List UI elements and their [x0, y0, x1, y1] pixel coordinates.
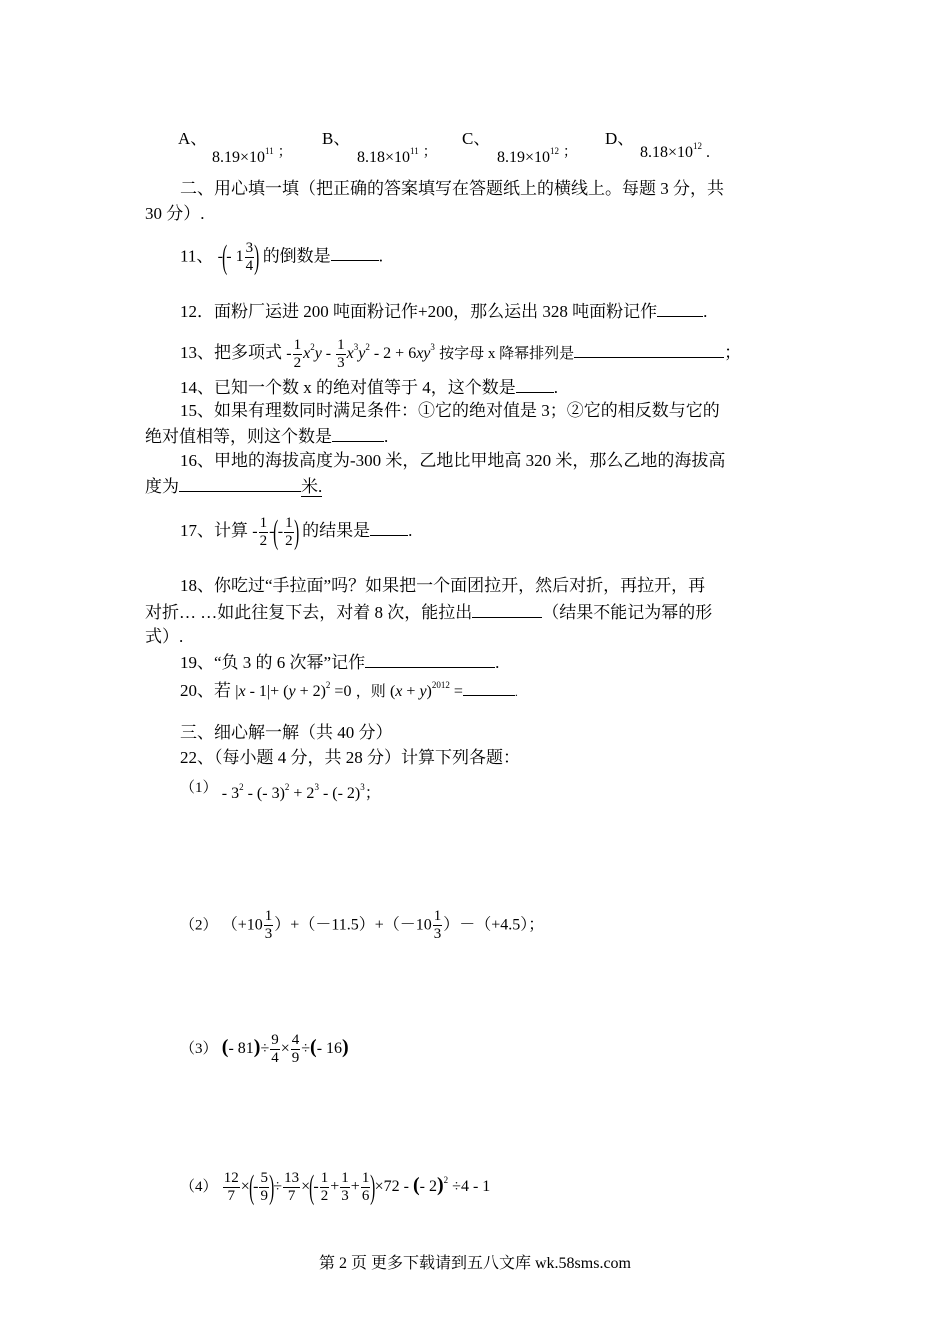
question-18-line3: 式）. [145, 627, 184, 646]
q20-condition: $|x - 1|+ (y + 2)^2 =0$ [235, 680, 352, 700]
q22-part4-expression: $\frac{12}{7}$ ×(- $\frac{5}{9}$ )÷ $\frac{13}{7}$ ×(- $\frac{1}{2}$ + $\frac{1}{3}$ + $\frac{1}{6}$ )×72 - (- 2)$^2$ ÷4 - 1 [223, 1168, 491, 1206]
option-b-label: B、 [322, 129, 351, 148]
q22-part1-expression: - $3^2$ - (- $3)^2 + 2^3$ - (- 2)$^3$； [221, 782, 381, 802]
option-d-value: $8.18\times 10^{12}$ . [640, 141, 711, 161]
q22-part3: （3） (- 81)÷ $\frac{9}{4}$ × $\frac{4}{9}$ ÷(- 16) [180, 1032, 349, 1066]
option-a-label: A、 [178, 129, 208, 148]
option-b-value: $8.18\times 10^{11}$ ； [357, 145, 437, 166]
question-18-line1: 18、你吃过“手拉面”吗？如果把一个面团拉开，然后对折，再拉开，再 [180, 576, 706, 595]
question-15-line2: 绝对值相等，则这个数是 . [145, 427, 389, 446]
option-c-label: C、 [462, 129, 491, 148]
q15-answer-blank[interactable] [332, 425, 384, 442]
question-18-line2: 对折… …如此往复下去，对着 8 次，能拉出 （结果不能记为幂的形 [145, 603, 713, 622]
q22-part4: （4） $\frac{12}{7}$ ×(- $\frac{5}{9}$ )÷ $\frac{13}{7}$ ×(- $\frac{1}{2}$ + $\frac{1}{3}$ + $\frac{1}{6}$ )×72 - (- 2)$^2$ ÷4 - 1 [180, 1168, 491, 1206]
q22-title: 22、（每小题 4 分，共 28 分）计算下列各题： [180, 748, 520, 767]
question-13: 13、把多项式 - $\frac{1}{2}$ $x^2y$ - $\frac{1}{3}$ $x^3y^2 - 2 + 6xy^3$ 按字母 x 降幂排列是 ； [180, 337, 742, 371]
q19-answer-blank[interactable] [365, 651, 495, 668]
q22-part1: $(1) - 3^2$ - (- $3)^2 + 2^3$ - (- 2)$^3$； [180, 780, 381, 802]
section2-title-line2: 30 分）. [145, 204, 205, 223]
q17-answer-blank[interactable] [370, 519, 408, 536]
question-11: 11、 -(- 1 $\frac{3}{4}$ ) 的倒数是 . [180, 238, 383, 276]
q12-answer-blank[interactable] [657, 300, 703, 317]
q22-part2-frac-a: $\frac{1}{3}$ [264, 908, 273, 942]
q18-answer-blank[interactable] [472, 601, 542, 618]
q20-answer-blank[interactable] [463, 686, 515, 696]
section3-title: 三、细心解一解（共 40 分） [180, 723, 393, 742]
q10-options [178, 128, 207, 150]
question-19: 19、“负 3 的 6 次幂”记作 . [180, 653, 500, 672]
q13-polynomial: - $\frac{1}{2}$ $x^2y$ - $\frac{1}{3}$ $x^3y^2 - 2 + 6xy^3$ [286, 337, 435, 371]
question-17: 17、计算 - $\frac{1}{2}$ -(- $\frac{1}{2}$ ) 的结果是 . [180, 513, 413, 551]
option-a-value: $8.19\times 10^{11}$ ； [212, 145, 292, 166]
section2-title-line1: 二、用心填一填（把正确的答案填写在答题纸上的横线上。每题 3 分，共 [180, 179, 724, 198]
q22-part3-expression: (- 81)÷ $\frac{9}{4}$ × $\frac{4}{9}$ ÷(- 16) [221, 1032, 349, 1066]
question-15-line1: 15、如果有理数同时满足条件：①它的绝对值是 3；②它的相反数与它的 [180, 401, 720, 420]
q11-expression: -(- 1 $\frac{3}{4}$ ) [217, 238, 260, 276]
option-c-value: $8.19\times 10^{12}$ ； [497, 145, 578, 166]
q22-part2-frac-b: $\frac{1}{3}$ [433, 908, 442, 942]
q14-answer-blank[interactable] [516, 376, 554, 393]
q20-expression: $(x + y)^{2012}$ = [389, 680, 463, 700]
q16-answer-blank[interactable] [179, 475, 301, 492]
q13-answer-blank[interactable] [574, 341, 724, 358]
question-12: 12．面粉厂运进 200 吨面粉记作+200，那么运出 328 吨面粉记作 . [180, 302, 708, 321]
page-footer: 第 2 页 更多下载请到五八文库 wk.58sms.com [318, 1255, 631, 1272]
q22-part2: （2） （+10 $\frac{1}{3}$ ）+（－11.5）+（－10 $\frac{1}{3}$ ）－（+4.5）； [180, 908, 545, 942]
option-d-label: D、 [605, 129, 635, 148]
q11-answer-blank[interactable] [331, 244, 379, 261]
question-20: 20、若 $|x - 1|+ (y + 2)^2 =0$ ，则 $(x + y)^{2012}$ = . [180, 680, 518, 700]
question-14: 14、已知一个数 x 的绝对值等于 4，这个数是 . [180, 378, 558, 397]
question-16-line2: 度为 米. [145, 477, 323, 496]
q17-expression: - $\frac{1}{2}$ -(- $\frac{1}{2}$ ) [252, 513, 299, 551]
question-16-line1: 16、甲地的海拔高度为-300 米，乙地比甲地高 320 米，那么乙地的海拔高 [180, 451, 726, 470]
